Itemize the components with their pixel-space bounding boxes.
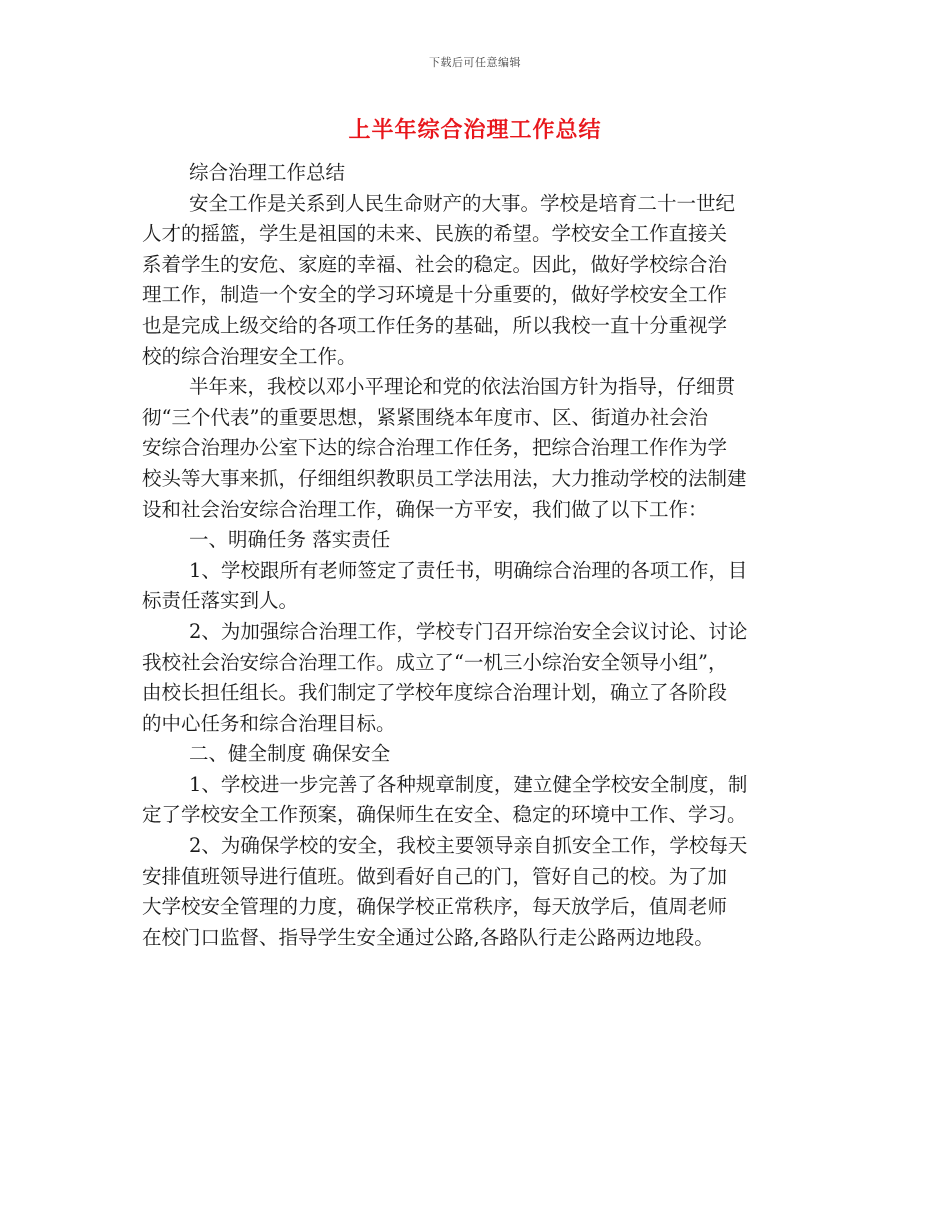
- text-line: 我校社会治安综合治理工作。成立了“一机三小综治安全领导小组”，: [142, 650, 728, 674]
- text-line: 2、为确保学校的安全，我校主要领导亲自抓安全工作，学校每天: [189, 834, 748, 858]
- text-line: 系着学生的安危、家庭的幸福、社会的稳定。因此，做好学校综合治: [142, 252, 728, 276]
- text-line: 一、明确任务 落实责任: [189, 528, 391, 552]
- paragraph-intro: [142, 189, 808, 373]
- text-line: 二、健全制度 确保安全: [189, 742, 391, 766]
- document-title: 上半年综合治理工作总结: [348, 118, 602, 143]
- paragraph-1-1: [142, 556, 808, 617]
- text-line: 的中心任务和综合治理目标。: [142, 711, 396, 735]
- paragraph-2-2: [142, 831, 808, 953]
- text-line: 大学校安全管理的力度，确保学校正常秩序，每天放学后，值周老师: [142, 895, 728, 919]
- text-line: 校头等大事来抓，仔细组织教职员工学法用法，大力推动学校的法制建: [142, 466, 747, 490]
- text-line: 标责任落实到人。: [142, 589, 299, 613]
- text-line: 彻“三个代表”的重要思想，紧紧围绕本年度市、区、街道办社会治: [142, 405, 708, 429]
- text-line: 安排值班领导进行值班。做到看好自己的门，管好自己的校。为了加: [142, 864, 728, 888]
- section-heading-1: [142, 525, 808, 556]
- text-line: 设和社会治安综合治理工作，确保一方平安，我们做了以下工作：: [142, 497, 708, 521]
- text-line: 综合治理工作总结: [189, 161, 346, 184]
- paragraph-subtitle: [142, 158, 808, 189]
- document-body: [142, 158, 808, 953]
- text-line: 校的综合治理安全工作。: [142, 344, 357, 368]
- header-note: 下载后可任意编辑: [429, 56, 521, 69]
- paragraph-half-year: [142, 372, 808, 525]
- text-line: 也是完成上级交给的各项工作任务的基础，所以我校一直十分重视学: [142, 313, 728, 337]
- section-heading-2: [142, 739, 808, 770]
- text-line: 在校门口监督、指导学生安全通过公路,各路队行走公路两边地段。: [142, 925, 714, 949]
- text-line: 安综合治理办公室下达的综合治理工作任务，把综合治理工作作为学: [142, 436, 728, 460]
- text-line: 由校长担任组长。我们制定了学校年度综合治理计划，确立了各阶段: [142, 681, 728, 705]
- text-line: 2、为加强综合治理工作，学校专门召开综治安全会议讨论、讨论: [189, 619, 748, 643]
- text-line: 定了学校安全工作预案，确保师生在安全、稳定的环境中工作、学习。: [142, 803, 747, 827]
- paragraph-2-1: [142, 770, 808, 831]
- paragraph-1-2: [142, 617, 808, 739]
- text-line: 1、学校跟所有老师签定了责任书，明确综合治理的各项工作，目: [189, 558, 748, 582]
- text-line: 1、学校进一步完善了各种规章制度，建立健全学校安全制度，制: [189, 772, 748, 796]
- text-line: 半年来，我校以邓小平理论和党的依法治国方针为指导，仔细贯: [189, 375, 736, 399]
- text-line: 理工作，制造一个安全的学习环境是十分重要的，做好学校安全工作: [142, 283, 728, 307]
- text-line: 安全工作是关系到人民生命财产的大事。学校是培育二十一世纪: [189, 191, 736, 215]
- text-line: 人才的摇篮，学生是祖国的未来、民族的希望。学校安全工作直接关: [142, 222, 728, 246]
